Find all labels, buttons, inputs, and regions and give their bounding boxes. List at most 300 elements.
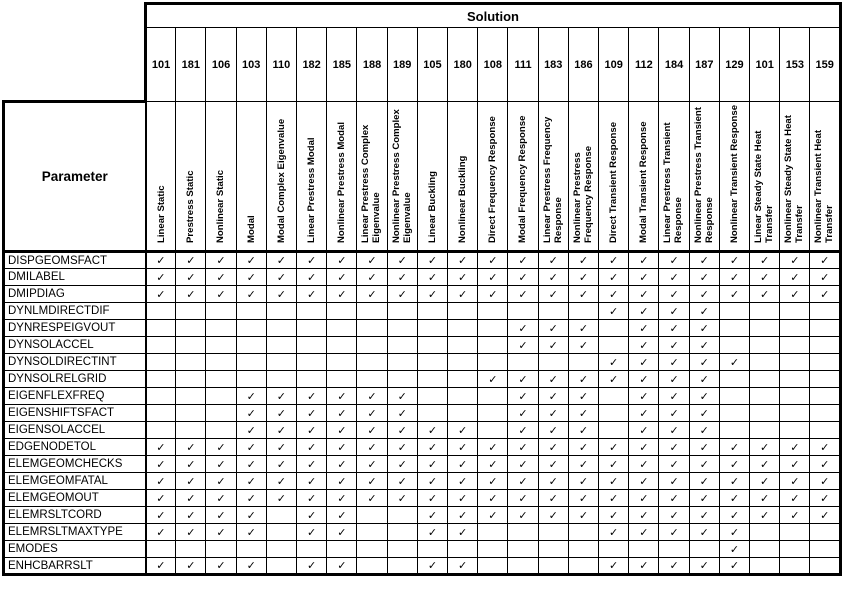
- check-cell: ✓: [599, 252, 629, 269]
- empty-cell: [357, 354, 387, 371]
- check-cell: ✓: [538, 405, 568, 422]
- empty-cell: [538, 303, 568, 320]
- solution-code: 110: [266, 28, 296, 102]
- check-cell: ✓: [568, 473, 598, 490]
- check-cell: ✓: [297, 473, 327, 490]
- check-cell: ✓: [659, 524, 689, 541]
- empty-cell: [206, 320, 236, 337]
- table-row: [4, 507, 841, 524]
- empty-cell: [387, 524, 417, 541]
- check-cell: ✓: [236, 439, 266, 456]
- check-cell: ✓: [297, 286, 327, 303]
- solution-parameter-table: [2, 2, 842, 576]
- check-cell: ✓: [508, 320, 538, 337]
- solution-code: 105: [417, 28, 447, 102]
- check-cell: ✓: [629, 422, 659, 439]
- solution-label-cell: [629, 102, 659, 252]
- check-cell: ✓: [327, 439, 357, 456]
- check-cell: ✓: [629, 507, 659, 524]
- check-cell: ✓: [206, 286, 236, 303]
- check-cell: ✓: [689, 524, 719, 541]
- empty-cell: [236, 354, 266, 371]
- parameter-name: DMIPDIAG: [4, 286, 146, 303]
- check-cell: ✓: [357, 439, 387, 456]
- check-cell: ✓: [689, 388, 719, 405]
- empty-cell: [327, 541, 357, 558]
- check-cell: ✓: [810, 473, 841, 490]
- parameter-name: ELEMGEOMOUT: [4, 490, 146, 507]
- empty-cell: [266, 524, 296, 541]
- check-cell: ✓: [599, 456, 629, 473]
- solution-label-cell: [206, 102, 236, 252]
- check-cell: ✓: [810, 252, 841, 269]
- check-cell: ✓: [599, 269, 629, 286]
- parameter-name: ENHCBARRSLT: [4, 558, 146, 575]
- empty-cell: [478, 303, 508, 320]
- empty-cell: [750, 303, 780, 320]
- check-cell: ✓: [297, 422, 327, 439]
- empty-cell: [236, 320, 266, 337]
- empty-cell: [176, 320, 206, 337]
- solution-label: Modal Transient Response: [637, 121, 649, 243]
- check-cell: ✓: [387, 405, 417, 422]
- check-cell: ✓: [629, 456, 659, 473]
- check-cell: ✓: [417, 286, 447, 303]
- empty-cell: [266, 303, 296, 320]
- check-cell: ✓: [357, 269, 387, 286]
- check-cell: ✓: [659, 269, 689, 286]
- check-cell: ✓: [417, 490, 447, 507]
- empty-cell: [689, 541, 719, 558]
- check-cell: ✓: [206, 269, 236, 286]
- check-cell: ✓: [146, 439, 176, 456]
- solution-label-cell: [236, 102, 266, 252]
- check-cell: ✓: [689, 269, 719, 286]
- check-cell: ✓: [327, 422, 357, 439]
- empty-cell: [357, 303, 387, 320]
- check-cell: ✓: [568, 286, 598, 303]
- solution-label: Nonlinear Prestress Frequency Response: [572, 145, 594, 243]
- empty-cell: [508, 354, 538, 371]
- check-cell: ✓: [327, 252, 357, 269]
- parameter-name: DYNRESPEIGVOUT: [4, 320, 146, 337]
- solution-label: Nonlinear Transient Response: [728, 104, 740, 243]
- empty-cell: [810, 405, 841, 422]
- solution-code: 109: [599, 28, 629, 102]
- empty-cell: [357, 507, 387, 524]
- empty-cell: [719, 371, 749, 388]
- check-cell: ✓: [387, 473, 417, 490]
- empty-cell: [146, 405, 176, 422]
- empty-cell: [327, 371, 357, 388]
- check-cell: ✓: [719, 354, 749, 371]
- empty-cell: [659, 541, 689, 558]
- empty-cell: [327, 337, 357, 354]
- check-cell: ✓: [538, 388, 568, 405]
- table-row: [4, 405, 841, 422]
- parameter-name: DYNSOLDIRECTINT: [4, 354, 146, 371]
- parameter-name: EMODES: [4, 541, 146, 558]
- parameter-name: EIGENSOLACCEL: [4, 422, 146, 439]
- empty-cell: [176, 337, 206, 354]
- solution-label-cell: [146, 102, 176, 252]
- solution-code: 101: [146, 28, 176, 102]
- check-cell: ✓: [266, 490, 296, 507]
- empty-cell: [750, 371, 780, 388]
- solution-label-cell: [659, 102, 689, 252]
- solution-code: 188: [357, 28, 387, 102]
- check-cell: ✓: [357, 422, 387, 439]
- check-cell: ✓: [719, 490, 749, 507]
- empty-cell: [810, 422, 841, 439]
- solution-label-cell: [599, 102, 629, 252]
- empty-cell: [297, 303, 327, 320]
- empty-cell: [568, 354, 598, 371]
- check-cell: ✓: [659, 456, 689, 473]
- check-cell: ✓: [206, 252, 236, 269]
- check-cell: ✓: [719, 439, 749, 456]
- empty-cell: [387, 354, 417, 371]
- empty-cell: [266, 541, 296, 558]
- solution-label: Direct Frequency Response: [486, 116, 498, 243]
- check-cell: ✓: [417, 252, 447, 269]
- empty-cell: [448, 388, 478, 405]
- check-cell: ✓: [508, 337, 538, 354]
- check-cell: ✓: [206, 507, 236, 524]
- check-cell: ✓: [176, 473, 206, 490]
- check-cell: ✓: [297, 252, 327, 269]
- parameter-name: ELEMGEOMCHECKS: [4, 456, 146, 473]
- empty-cell: [387, 507, 417, 524]
- parameter-header: Parameter: [4, 102, 146, 252]
- check-cell: ✓: [508, 507, 538, 524]
- check-cell: ✓: [659, 405, 689, 422]
- solution-code: 159: [810, 28, 841, 102]
- check-cell: ✓: [780, 456, 810, 473]
- check-cell: ✓: [176, 507, 206, 524]
- empty-cell: [297, 320, 327, 337]
- check-cell: ✓: [629, 286, 659, 303]
- empty-cell: [357, 558, 387, 575]
- empty-cell: [357, 541, 387, 558]
- empty-cell: [719, 337, 749, 354]
- table-row: [4, 252, 841, 269]
- check-cell: ✓: [719, 456, 749, 473]
- check-cell: ✓: [357, 473, 387, 490]
- empty-cell: [568, 524, 598, 541]
- check-cell: ✓: [750, 269, 780, 286]
- empty-cell: [387, 371, 417, 388]
- check-cell: ✓: [689, 490, 719, 507]
- check-cell: ✓: [146, 269, 176, 286]
- check-cell: ✓: [387, 490, 417, 507]
- check-cell: ✓: [538, 337, 568, 354]
- empty-cell: [327, 320, 357, 337]
- empty-cell: [176, 354, 206, 371]
- empty-cell: [327, 303, 357, 320]
- check-cell: ✓: [659, 371, 689, 388]
- parameter-name: ELEMRSLTMAXTYPE: [4, 524, 146, 541]
- empty-cell: [568, 558, 598, 575]
- empty-cell: [478, 541, 508, 558]
- empty-cell: [599, 320, 629, 337]
- empty-cell: [417, 388, 447, 405]
- empty-cell: [206, 405, 236, 422]
- empty-cell: [780, 388, 810, 405]
- check-cell: ✓: [508, 456, 538, 473]
- parameter-name: ELEMGEOMFATAL: [4, 473, 146, 490]
- table-row: [4, 269, 841, 286]
- empty-cell: [448, 354, 478, 371]
- empty-cell: [206, 388, 236, 405]
- blank-corner: [4, 28, 146, 102]
- empty-cell: [357, 320, 387, 337]
- solution-code: 185: [327, 28, 357, 102]
- solution-code: 184: [659, 28, 689, 102]
- check-cell: ✓: [629, 337, 659, 354]
- empty-cell: [206, 354, 236, 371]
- empty-cell: [478, 354, 508, 371]
- check-cell: ✓: [478, 286, 508, 303]
- check-cell: ✓: [810, 507, 841, 524]
- check-cell: ✓: [478, 371, 508, 388]
- empty-cell: [478, 388, 508, 405]
- check-cell: ✓: [266, 286, 296, 303]
- check-cell: ✓: [297, 490, 327, 507]
- check-cell: ✓: [719, 558, 749, 575]
- empty-cell: [780, 558, 810, 575]
- empty-cell: [780, 422, 810, 439]
- check-cell: ✓: [719, 269, 749, 286]
- empty-cell: [538, 354, 568, 371]
- empty-cell: [206, 371, 236, 388]
- check-cell: ✓: [750, 490, 780, 507]
- empty-cell: [810, 371, 841, 388]
- empty-cell: [236, 371, 266, 388]
- solution-label: Modal: [245, 215, 257, 243]
- empty-cell: [236, 337, 266, 354]
- check-cell: ✓: [689, 439, 719, 456]
- blank-corner: [4, 4, 146, 28]
- check-cell: ✓: [236, 490, 266, 507]
- empty-cell: [719, 422, 749, 439]
- check-cell: ✓: [750, 439, 780, 456]
- check-cell: ✓: [478, 269, 508, 286]
- empty-cell: [478, 405, 508, 422]
- check-cell: ✓: [689, 303, 719, 320]
- solution-code: 108: [478, 28, 508, 102]
- check-cell: ✓: [327, 558, 357, 575]
- check-cell: ✓: [146, 456, 176, 473]
- check-cell: ✓: [357, 388, 387, 405]
- check-cell: ✓: [659, 252, 689, 269]
- table-row: [4, 303, 841, 320]
- check-cell: ✓: [448, 456, 478, 473]
- check-cell: ✓: [629, 371, 659, 388]
- solution-label: Nonlinear Buckling: [456, 155, 468, 243]
- empty-cell: [810, 303, 841, 320]
- check-cell: ✓: [146, 524, 176, 541]
- parameter-name: ELEMRSLTCORD: [4, 507, 146, 524]
- solution-code: 186: [568, 28, 598, 102]
- empty-cell: [780, 354, 810, 371]
- check-cell: ✓: [387, 286, 417, 303]
- solution-label-cell: [176, 102, 206, 252]
- empty-cell: [810, 388, 841, 405]
- table-row: [4, 422, 841, 439]
- empty-cell: [146, 320, 176, 337]
- check-cell: ✓: [478, 473, 508, 490]
- empty-cell: [448, 337, 478, 354]
- check-cell: ✓: [810, 439, 841, 456]
- check-cell: ✓: [508, 422, 538, 439]
- check-cell: ✓: [448, 524, 478, 541]
- check-cell: ✓: [206, 524, 236, 541]
- empty-cell: [176, 541, 206, 558]
- check-cell: ✓: [568, 439, 598, 456]
- empty-cell: [387, 541, 417, 558]
- check-cell: ✓: [146, 286, 176, 303]
- solution-label-cell: [508, 102, 538, 252]
- check-cell: ✓: [629, 439, 659, 456]
- empty-cell: [146, 303, 176, 320]
- solution-header: Solution: [146, 4, 841, 28]
- check-cell: ✓: [266, 439, 296, 456]
- check-cell: ✓: [508, 473, 538, 490]
- check-cell: ✓: [357, 405, 387, 422]
- empty-cell: [206, 422, 236, 439]
- parameter-name: EIGENSHIFTSFACT: [4, 405, 146, 422]
- check-cell: ✓: [599, 473, 629, 490]
- empty-cell: [810, 558, 841, 575]
- check-cell: ✓: [689, 286, 719, 303]
- empty-cell: [750, 337, 780, 354]
- check-cell: ✓: [689, 558, 719, 575]
- solution-code: 181: [176, 28, 206, 102]
- empty-cell: [206, 541, 236, 558]
- check-cell: ✓: [206, 473, 236, 490]
- solution-code: 101: [750, 28, 780, 102]
- check-cell: ✓: [508, 405, 538, 422]
- empty-cell: [568, 541, 598, 558]
- check-cell: ✓: [538, 473, 568, 490]
- empty-cell: [508, 558, 538, 575]
- parameter-name: EDGENODETOL: [4, 439, 146, 456]
- solution-label-cell: [568, 102, 598, 252]
- check-cell: ✓: [538, 269, 568, 286]
- empty-cell: [266, 558, 296, 575]
- check-cell: ✓: [568, 422, 598, 439]
- check-cell: ✓: [297, 524, 327, 541]
- solution-label: Direct Transient Response: [607, 121, 619, 243]
- solution-label-cell: [417, 102, 447, 252]
- empty-cell: [297, 371, 327, 388]
- check-cell: ✓: [176, 558, 206, 575]
- check-cell: ✓: [538, 320, 568, 337]
- solution-code: 187: [689, 28, 719, 102]
- empty-cell: [780, 541, 810, 558]
- check-cell: ✓: [719, 541, 749, 558]
- check-cell: ✓: [448, 473, 478, 490]
- solution-code: 112: [629, 28, 659, 102]
- check-cell: ✓: [206, 490, 236, 507]
- empty-cell: [750, 422, 780, 439]
- check-cell: ✓: [387, 439, 417, 456]
- check-cell: ✓: [508, 490, 538, 507]
- check-cell: ✓: [236, 286, 266, 303]
- check-cell: ✓: [357, 456, 387, 473]
- parameter-name: DYNLMDIRECTDIF: [4, 303, 146, 320]
- empty-cell: [599, 541, 629, 558]
- check-cell: ✓: [659, 558, 689, 575]
- solution-label: Modal Frequency Response: [517, 115, 529, 243]
- check-cell: ✓: [508, 252, 538, 269]
- check-cell: ✓: [689, 473, 719, 490]
- check-cell: ✓: [629, 473, 659, 490]
- check-cell: ✓: [146, 558, 176, 575]
- check-cell: ✓: [629, 490, 659, 507]
- table-row: [4, 456, 841, 473]
- empty-cell: [780, 405, 810, 422]
- check-cell: ✓: [236, 524, 266, 541]
- check-cell: ✓: [266, 405, 296, 422]
- check-cell: ✓: [448, 269, 478, 286]
- check-cell: ✓: [236, 456, 266, 473]
- check-cell: ✓: [417, 439, 447, 456]
- check-cell: ✓: [478, 490, 508, 507]
- check-cell: ✓: [719, 252, 749, 269]
- check-cell: ✓: [417, 269, 447, 286]
- check-cell: ✓: [297, 558, 327, 575]
- empty-cell: [750, 558, 780, 575]
- check-cell: ✓: [417, 456, 447, 473]
- empty-cell: [599, 422, 629, 439]
- empty-cell: [780, 320, 810, 337]
- check-cell: ✓: [266, 422, 296, 439]
- solution-label: Prestress Static: [184, 170, 196, 243]
- check-cell: ✓: [629, 303, 659, 320]
- check-cell: ✓: [266, 473, 296, 490]
- check-cell: ✓: [236, 388, 266, 405]
- solution-label-cell: [448, 102, 478, 252]
- check-cell: ✓: [236, 422, 266, 439]
- empty-cell: [780, 524, 810, 541]
- check-cell: ✓: [508, 439, 538, 456]
- empty-cell: [176, 422, 206, 439]
- empty-cell: [750, 405, 780, 422]
- table-row: [4, 524, 841, 541]
- check-cell: ✓: [266, 252, 296, 269]
- solution-code: 103: [236, 28, 266, 102]
- empty-cell: [750, 354, 780, 371]
- check-cell: ✓: [599, 507, 629, 524]
- check-cell: ✓: [659, 303, 689, 320]
- check-cell: ✓: [689, 456, 719, 473]
- empty-cell: [508, 541, 538, 558]
- table-row: [4, 354, 841, 371]
- empty-cell: [810, 354, 841, 371]
- check-cell: ✓: [568, 252, 598, 269]
- solution-label-cell: [780, 102, 810, 252]
- empty-cell: [568, 303, 598, 320]
- solution-label-cell: [689, 102, 719, 252]
- empty-cell: [508, 303, 538, 320]
- check-cell: ✓: [659, 507, 689, 524]
- solution-label: Nonlinear Prestress Complex Eigenvalue: [391, 109, 413, 243]
- empty-cell: [448, 541, 478, 558]
- check-cell: ✓: [719, 507, 749, 524]
- empty-cell: [780, 337, 810, 354]
